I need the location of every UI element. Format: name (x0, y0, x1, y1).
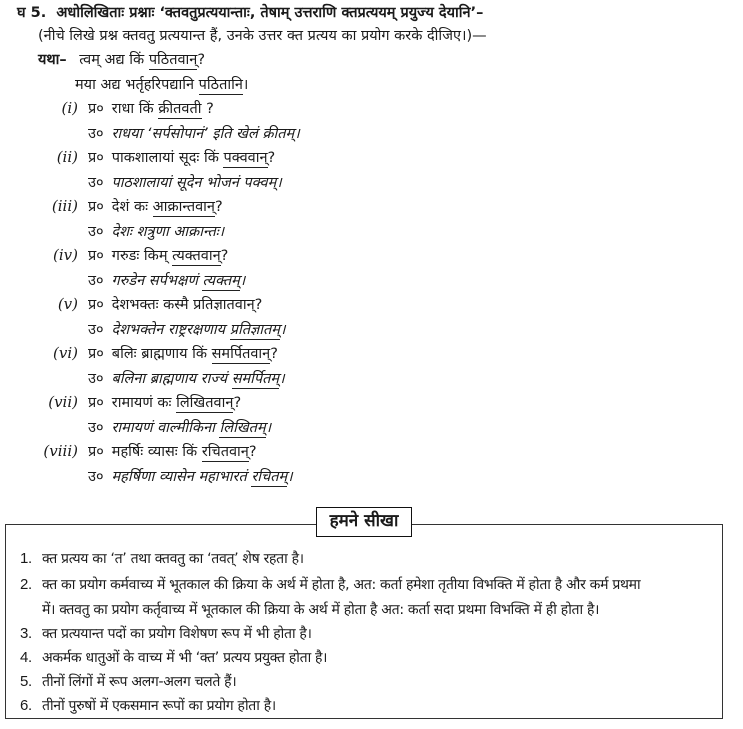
a-text: गरुडेन सर्पभक्षणं (111, 273, 203, 289)
example-q-text: त्वम् अद्य किं (79, 52, 149, 68)
a-text: राधया ‘सर्पसोपानं’ इति खेलं क्रीतम्। (111, 126, 300, 142)
a-label: उ० (88, 126, 104, 142)
item-number: (ii) (56, 148, 78, 166)
point-number: 2. (20, 576, 32, 593)
q-word: आक्रान्तवान् (152, 199, 215, 215)
item-answer (88, 418, 271, 438)
a-label: उ० (88, 420, 104, 436)
summary-box-title: हमने सीखा (316, 507, 412, 537)
q-label: प्र० (88, 101, 104, 117)
item-answer (88, 369, 285, 389)
q-mark: ? (267, 150, 276, 166)
a-mark: । (239, 273, 246, 289)
q-word: लिखितवान् (176, 395, 234, 411)
example-a-word: पठितानि (198, 77, 243, 93)
point-number: 6. (20, 697, 32, 714)
q-word: क्रीतवती (158, 101, 202, 117)
a-text: महर्षिणा व्यासेन महाभारतं (111, 469, 252, 485)
point-number: 4. (20, 649, 32, 666)
point-number: 3. (20, 625, 32, 642)
q-text: रामायणं कः (111, 395, 177, 411)
example-q-mark: ? (197, 52, 206, 68)
q-text: महर्षिः व्यासः किं (111, 444, 202, 460)
q-mark: ? (254, 297, 263, 313)
q-text: देशभक्तः कस्मै प्रतिज्ञातवान् (111, 297, 255, 313)
summary-point (20, 696, 276, 716)
q-mark: ? (270, 346, 278, 362)
example-a-text: मया अद्य भर्तृहरिपद्यानि (75, 77, 199, 93)
item-question (88, 344, 278, 364)
summary-point (20, 624, 312, 644)
point-text: क्त प्रत्यय का ‘त’ तथा क्तवतु का ‘तवत्’ शेष रहता है। (42, 551, 304, 567)
q-word: पक्ववान् (223, 150, 268, 166)
q-label: प्र० (88, 444, 104, 460)
q-text: गरुडः किम् (111, 248, 173, 264)
q-mark: ? (220, 248, 229, 264)
a-mark: । (287, 469, 293, 485)
summary-point (20, 575, 640, 595)
a-mark: । (265, 420, 272, 436)
point-text: क्त प्रत्ययान्त पदों का प्रयोग विशेषण रूप में भी होता है। (42, 626, 312, 642)
item-answer (88, 173, 282, 193)
q-text: राधा किं (111, 101, 159, 117)
a-text: देशभक्तेन राष्ट्ररक्षणाय (111, 322, 230, 338)
summary-point (20, 672, 236, 692)
item-answer (88, 222, 224, 242)
a-text: बलिना ब्राह्मणाय राज्यं (111, 371, 232, 387)
a-word: लिखितम् (219, 420, 266, 436)
point-text: अकर्मक धातुओं के वाच्य में भी ‘क्त’ प्रत्यय प्रयुक्त होता है। (42, 650, 328, 666)
a-label: उ० (88, 469, 104, 485)
a-label: उ० (88, 273, 104, 289)
summary-point (20, 549, 304, 569)
q-mark: ? (214, 199, 223, 215)
q-label: प्र० (88, 346, 104, 362)
point-text: तीनों लिंगों में रूप अलग-अलग चलते हैं। (42, 674, 237, 690)
summary-point-continued: में। क्तवतु का प्रयोग कर्तृवाच्य में भूतकाल की क्रिया के अर्थ में होता है अत: कर्ता सदा प्रथमा विभक्ति में ही होता है। (42, 602, 600, 618)
item-answer (88, 271, 245, 291)
q-label: प्र० (88, 199, 104, 215)
item-answer (88, 467, 293, 487)
item-number: (iv) (53, 246, 78, 264)
a-label: उ० (88, 175, 104, 191)
example-q-word: पठितवान् (148, 52, 198, 68)
item-question (88, 99, 214, 119)
item-question (88, 246, 228, 266)
example-answer (75, 75, 248, 95)
item-number: (i) (61, 99, 78, 117)
a-mark: । (279, 322, 286, 338)
question-heading (17, 3, 483, 23)
instruction: (नीचे लिखे प्रश्न क्तवतु प्रत्ययान्त हैं, उनके उत्तर क्त प्रत्यय का प्रयोग करके दीजिए।)— (38, 28, 487, 44)
point-number: 5. (20, 673, 32, 690)
item-number: (iii) (51, 197, 78, 215)
example-question (38, 50, 205, 70)
q-mark: ? (201, 101, 214, 117)
item-question (88, 393, 241, 413)
a-text: रामायणं वाल्मीकिना (111, 420, 220, 436)
a-word: समर्पितम् (231, 371, 280, 387)
a-label: उ० (88, 224, 104, 240)
q-label: प्र० (88, 150, 104, 166)
item-question (88, 148, 275, 168)
point-text: क्त का प्रयोग कर्मवाच्य में भूतकाल की क्रिया के अर्थ में होता है, अत: कर्ता हमेशा तृतीया विभक्ति में होता है और कर्म प्रथमा (42, 577, 641, 593)
example-a-mark: । (242, 77, 249, 93)
item-number: (vii) (48, 393, 78, 411)
q-text: पाकशालायां सूदः किं (111, 150, 224, 166)
q-label: प्र० (88, 248, 104, 264)
q-label: प्र० (88, 297, 104, 313)
heading-prefix: अधोलिखिताः प्रश्नाः (56, 5, 155, 21)
a-text: देशः शत्रुणा आक्रान्तः। (111, 224, 225, 240)
item-answer (88, 320, 285, 340)
q-word: समर्पितवान् (211, 346, 271, 362)
q-mark: ? (248, 444, 257, 460)
a-label: उ० (88, 322, 104, 338)
q-label: प्र० (88, 395, 104, 411)
point-number: 1. (20, 550, 32, 567)
item-answer (88, 124, 300, 144)
q-word: त्यक्तवान् (172, 248, 221, 264)
a-label: उ० (88, 371, 104, 387)
item-question (88, 442, 257, 462)
question-number: घ 5. (17, 5, 47, 21)
q-word: रचितवान् (201, 444, 249, 460)
item-number: (v) (57, 295, 78, 313)
point-text: तीनों पुरुषों में एकसमान रूपों का प्रयोग होता है। (42, 698, 276, 714)
item-number: (vi) (53, 344, 78, 362)
q-text: देशं कः (111, 199, 153, 215)
heading-quote: ‘क्तवतुप्रत्ययान्ताः, तेषाम् उत्तराणि क्तप्रत्ययम् प्रयुज्य देयानि’– (159, 5, 484, 21)
a-mark: । (279, 371, 285, 387)
summary-point (20, 648, 327, 668)
item-number: (viii) (43, 442, 78, 460)
example-label: यथा– (38, 52, 67, 68)
a-word: प्रतिज्ञातम् (229, 322, 280, 338)
item-question (88, 295, 262, 315)
a-word: रचितम् (251, 469, 288, 485)
a-text: पाठशालायां सूदेन भोजनं पक्वम्। (111, 175, 282, 191)
q-text: बलिः ब्राह्मणाय किं (111, 346, 212, 362)
item-question (88, 197, 223, 217)
q-mark: ? (233, 395, 242, 411)
a-word: त्यक्तम् (202, 273, 240, 289)
